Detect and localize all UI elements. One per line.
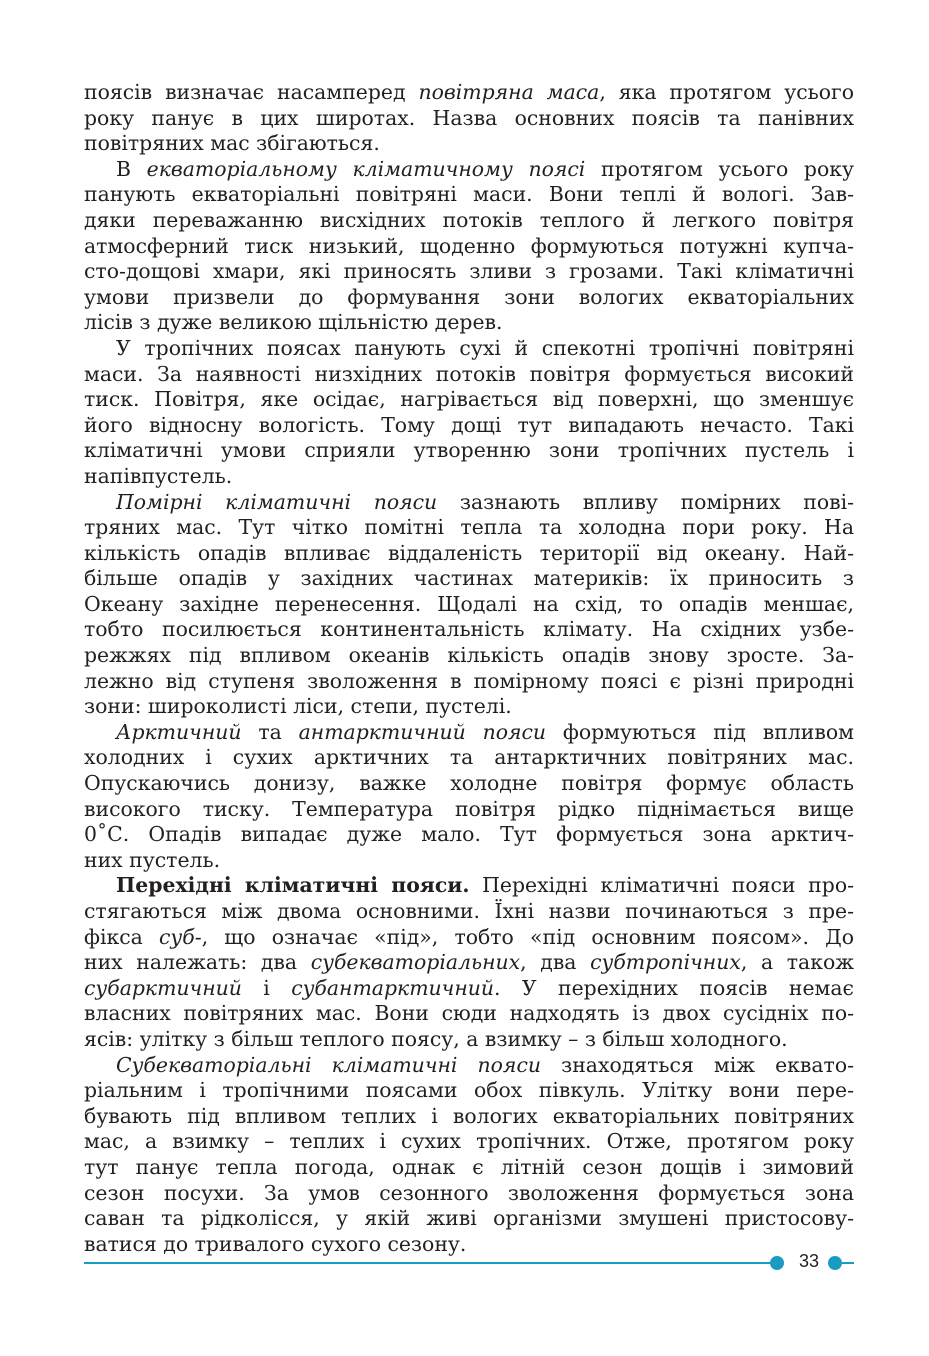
text-run: них належать: два [84,950,311,975]
text-run: тряних мас. Тут чітко помітні тепла та холодна пори року. На [84,515,854,540]
text-line [84,464,854,490]
text-line [84,1206,854,1232]
text-line [84,80,854,106]
text-line [84,438,854,464]
italic-term: субарктичний [84,975,242,1000]
italic-term: субантарктичний [291,975,495,1000]
text-run: дяки переважанню висхідних потоків теплого й легкого повітря [84,207,854,232]
text-run: ясів: улітку з більш теплого поясу, а взимку – з більш холодного. [84,1026,788,1051]
text-run: ватися до тривалого сухого сезону. [84,1231,467,1256]
text-run: , що означає «під», тобто «під основним поясом». До [201,924,854,949]
text-run: зони: широколисті ліси, степи, пустелі. [84,694,512,719]
text-run: більше опадів у західних частинах материків: їх приносить з [84,566,854,591]
text-run: року панує в цих широтах. Назва основних поясів та панівних [84,105,854,130]
text-line [84,745,854,771]
text-run: Океану західне перенесення. Щодалі на схід, то опадів меншає, [84,591,854,616]
text-line [84,106,854,132]
text-run: і [241,975,292,1000]
italic-term: антарктичний пояси [298,719,547,744]
paragraph [84,336,854,490]
text-line [84,925,854,951]
text-line [84,669,854,695]
text-run: тут панує тепла погода, однак є літній сезон дощів і зимовий [84,1154,854,1179]
text-line [84,310,854,336]
text-line [84,822,854,848]
text-line [84,771,854,797]
text-run: Перехідні кліматичні пояси про- [469,873,854,898]
text-run: холодних і сухих арктичних та антарктичних повітряних мас. [84,745,854,770]
text-line [84,157,854,183]
text-run: них пустель. [84,847,221,872]
text-line [84,566,854,592]
text-line [84,259,854,285]
text-run: тобто посилюється континентальність клімату. На східних узбе- [84,617,854,642]
text-line [84,848,854,874]
text-line [84,873,854,899]
page-number: 33 [798,1251,820,1271]
text-run: кліматичні умови сприяли утворенню зони тропічних пустель і [84,438,854,463]
text-line [84,413,854,439]
italic-term: Помірні кліматичні пояси [116,489,438,514]
paragraph [84,1053,854,1258]
text-run: та [241,719,299,744]
text-run: його відносну вологість. Тому дощі тут випадають нечасто. Такі [84,412,854,437]
text-line [84,899,854,925]
text-run: формуються під впливом [546,719,854,744]
footer-rule-tail [842,1262,854,1264]
text-run: лежно від ступеня зволоження в помірному поясі є різні природні [84,668,854,693]
text-run: власних повітряних мас. Вони сюди надходять із двох сусідніх по- [84,1001,854,1026]
italic-term: субекваторіальних [310,950,521,975]
text-run: , яка протягом усього [599,80,855,104]
text-run: сезон посухи. За умов сезонного зволоження формується зона [84,1180,854,1205]
text-run: високого тиску. Температура повітря рідко піднімається вище [84,796,854,821]
footer-rule [84,1262,774,1264]
footer-dot-left-icon [770,1256,784,1270]
text-run: стягаються між двома основними. Їхні назви починаються з пре- [84,899,854,923]
text-line [84,490,854,516]
text-line [84,1053,854,1079]
text-line [84,285,854,311]
text-run: , два [520,950,591,975]
text-run: атмосферний тиск низький, щоденно формуються потужні купча- [84,233,854,258]
text-run: знаходяться між еквато- [541,1052,854,1077]
text-run: Опускаючись донизу, важке холодне повітря формує область [84,771,854,796]
text-line [84,643,854,669]
footer-dot-right-icon [828,1256,842,1270]
text-line [84,515,854,541]
paragraph [84,157,854,336]
text-line [84,1129,854,1155]
text-run: панують екваторіальні повітряні маси. Вони теплі й вологі. Зав- [84,182,854,207]
text-line [84,182,854,208]
text-run: , а також [740,950,854,975]
paragraph [84,80,854,157]
text-run: лісів з дуже великою щільністю дерев. [84,310,503,335]
text-run: У тропічних поясах панують сухі й спекотні тропічні повітряні [116,335,854,360]
text-line [84,208,854,234]
text-run: кількість опадів впливає віддаленість території від океану. Най- [84,540,854,565]
text-line [84,950,854,976]
text-run: напівпустель. [84,463,233,488]
text-line [84,592,854,618]
text-line [84,797,854,823]
text-run: бувають під впливом теплих і вологих екваторіальних повітряних [84,1103,854,1128]
body-text [84,80,854,1257]
text-run: фікса [84,924,160,949]
text-run: поясів визначає насамперед [84,80,419,104]
text-run: сто-дощові хмари, які приносять зливи з грозами. Такі кліматичні [84,259,854,284]
text-line [84,976,854,1002]
text-line [84,387,854,413]
text-run: . У перехідних поясів немає [494,975,854,1000]
text-run: ріальним і тропічними поясами обох півкуль. Улітку вони пере- [84,1078,854,1103]
paragraph [84,490,854,720]
text-line [84,131,854,157]
italic-term: Арктичний [116,719,242,744]
text-run: маси. За наявності низхідних потоків повітря формується високий [84,361,854,386]
text-line [84,1027,854,1053]
text-line [84,1104,854,1130]
text-run: тиск. Повітря, яке осідає, нагрівається від поверхні, що зменшує [84,387,854,412]
text-line [84,1001,854,1027]
text-run: протягом усього року [585,156,855,181]
italic-term: повітряна маса [418,80,600,104]
text-run: мас, а взимку – теплих і сухих тропічних. Отже, протягом року [84,1129,854,1154]
italic-term: субтропічних [590,950,741,975]
italic-term: екваторіальному кліматичному поясі [146,156,586,181]
italic-term: Субекваторіальні кліматичні пояси [116,1052,541,1077]
paragraph [84,720,854,874]
text-line [84,1232,854,1258]
text-line [84,1181,854,1207]
text-line [84,694,854,720]
text-line [84,541,854,567]
text-line [84,1155,854,1181]
text-run: повітряних мас збігаються. [84,131,380,156]
bold-heading: Перехідні кліматичні пояси. [116,873,470,898]
text-line [84,234,854,260]
text-line [84,617,854,643]
text-line [84,720,854,746]
paragraph [84,873,854,1052]
text-run: зазнають впливу помірних пові- [437,489,855,514]
text-line [84,362,854,388]
text-run: умови призвели до формування зони вологих екваторіальних [84,284,854,309]
text-line [84,1078,854,1104]
italic-term: суб- [159,924,202,949]
text-run: режжях під впливом океанів кількість опадів знову зросте. За- [84,643,854,668]
text-line [84,336,854,362]
text-run: В [116,156,147,181]
text-run: саван та рідколісся, у якій живі організми змушені пристосову- [84,1206,854,1231]
text-run: 0˚С. Опадів випадає дуже мало. Тут формується зона арктич- [84,822,854,847]
